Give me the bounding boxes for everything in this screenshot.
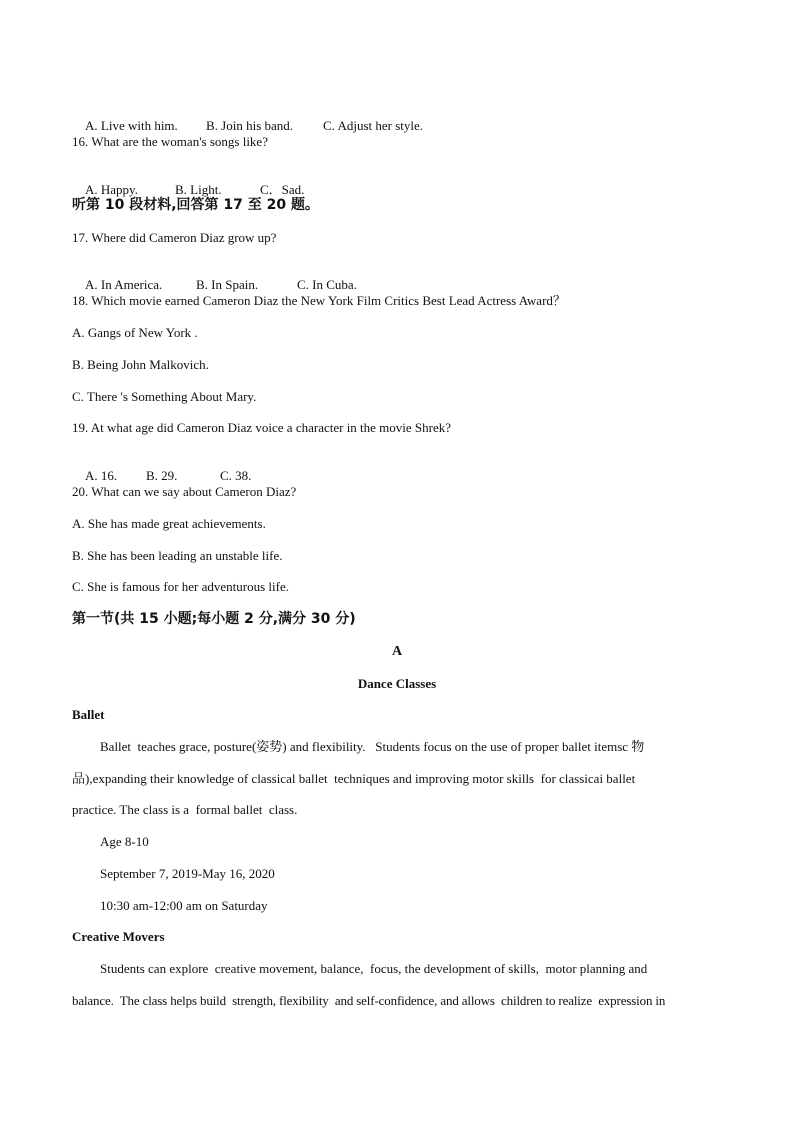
q17-question: 17. Where did Cameron Diaz grow up? [72, 230, 277, 245]
q19-option-a: A. 16. [85, 468, 118, 483]
q18-option-b: B. Being John Malkovich. [72, 357, 209, 372]
ballet-heading: Ballet [72, 707, 105, 722]
q16-option-c: C．Sad. [260, 182, 305, 197]
q19-option-c: C. 38. [220, 468, 252, 483]
ballet-dates: September 7, 2019-May 16, 2020 [100, 866, 275, 881]
q20-option-a: A. She has made great achievements. [72, 516, 266, 531]
creative-line-2: balance. The class helps build strength, flexibility and self-confidence, and allows children to realize expression in [72, 993, 666, 1008]
q16-question: 16. What are the woman's songs like? [72, 134, 268, 149]
passage-letter: A [391, 644, 403, 659]
q18-option-a: A. Gangs of New York . [72, 325, 198, 340]
q15-option-c: C. Adjust her style. [323, 118, 424, 133]
q20-question: 20. What can we say about Cameron Diaz? [72, 484, 297, 499]
q18-question: 18. Which movie earned Cameron Diaz the New York Film Critics Best Lead Actress Award？ [72, 293, 566, 308]
q15-option-b: B. Join his band. [206, 118, 294, 133]
ballet-time: 10:30 am-12:00 am on Saturday [100, 898, 268, 913]
q16-option-b: B. Light. [175, 182, 222, 197]
passage-title: Dance Classes [357, 676, 437, 691]
q16-option-a: A. Happy. [85, 182, 138, 197]
creative-heading: Creative Movers [72, 929, 165, 944]
q20-option-b: B. She has been leading an unstable life. [72, 548, 283, 563]
q17-option-b: B. In Spain. [196, 277, 259, 292]
q15-option-a: A. Live with him. [85, 118, 178, 133]
creative-line-1: Students can explore creative movement, balance, focus, the development of skills, motor planning and [100, 961, 648, 976]
q18-option-c: C. There 's Something About Mary. [72, 389, 257, 404]
ballet-age: Age 8-10 [100, 834, 149, 849]
section-10-header: 听第 10 段材料,回答第 17 至 20 题。 [72, 197, 320, 213]
ballet-line-1: Ballet teaches grace, posture(姿势) and flexibility. Students focus on the use of proper ballet itemsc 物 [100, 739, 645, 754]
q20-option-c: C. She is famous for her adventurous life. [72, 579, 289, 594]
q17-option-a: A. In America. [85, 277, 163, 292]
q19-question: 19. At what age did Cameron Diaz voice a character in the movie Shrek? [72, 420, 452, 435]
q17-option-c: C. In Cuba. [297, 277, 357, 292]
ballet-line-3: practice. The class is a formal ballet class. [72, 802, 298, 817]
q19-option-b: B. 29. [146, 468, 178, 483]
ballet-line-2: 品),expanding their knowledge of classical ballet techniques and improving motor skills for classicai ballet [72, 771, 636, 786]
part-header: 第一节(共 15 小题;每小题 2 分,满分 30 分) [72, 611, 356, 627]
